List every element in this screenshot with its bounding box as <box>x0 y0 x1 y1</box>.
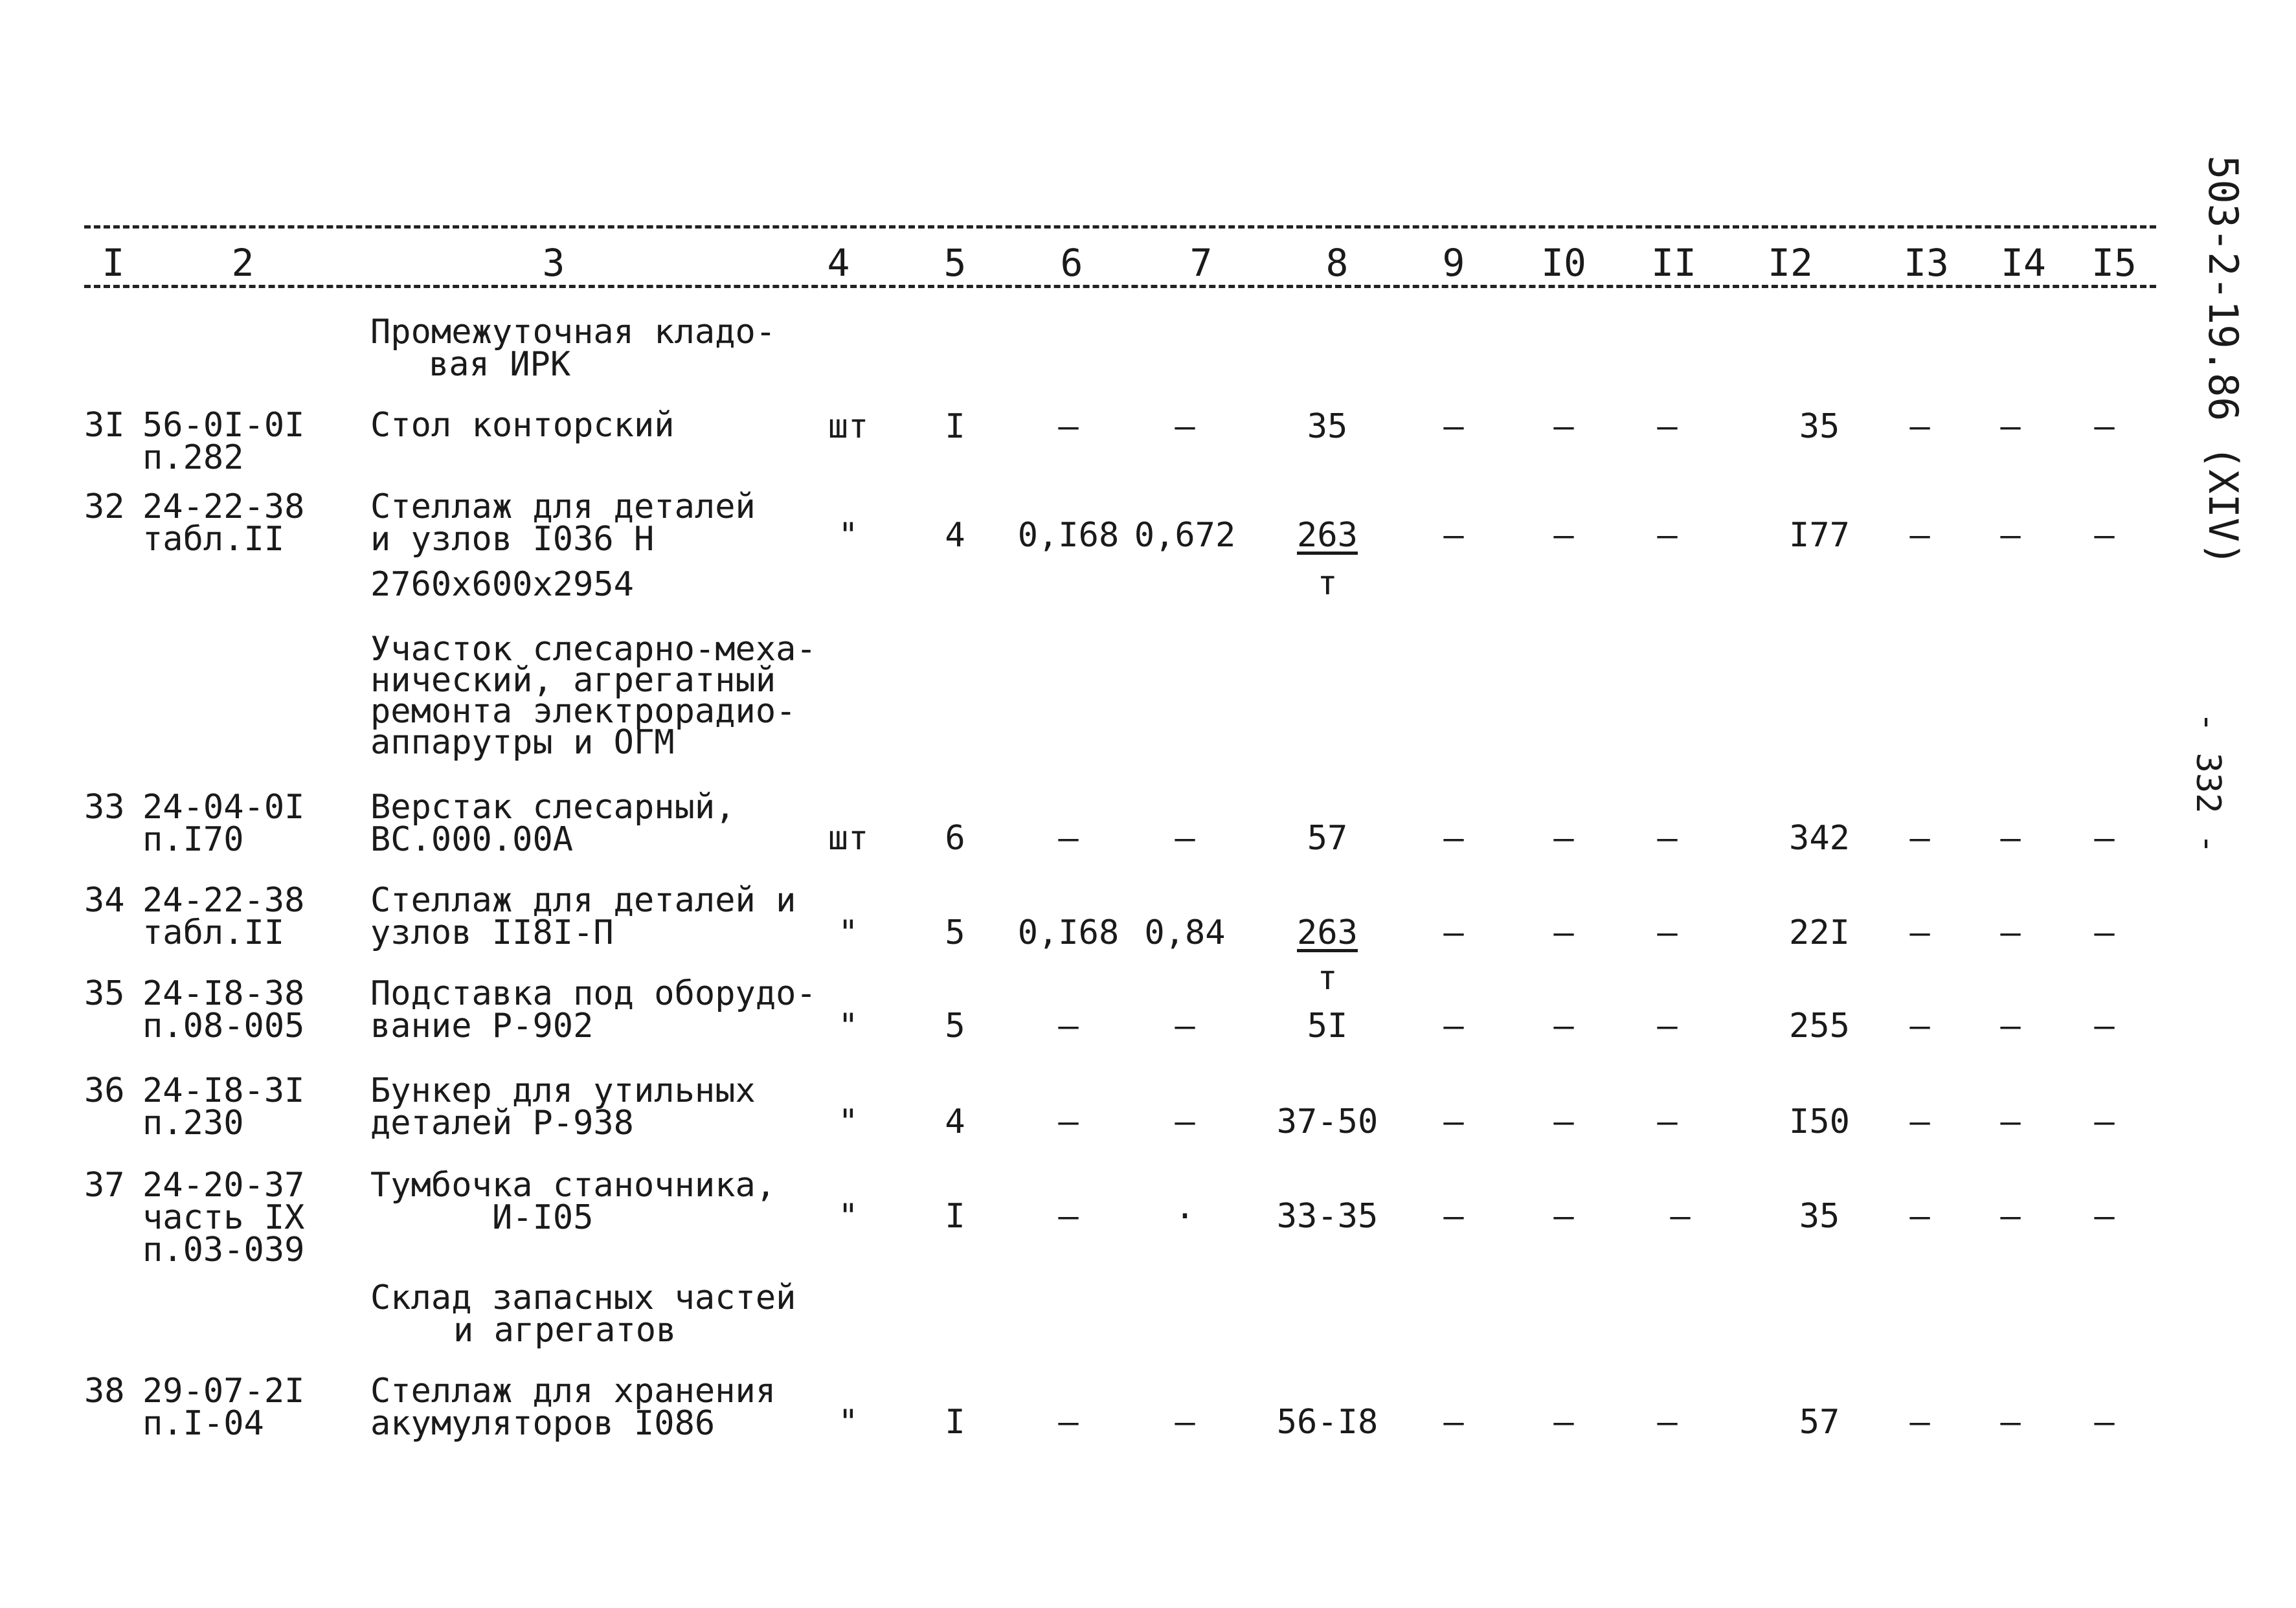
row-name: Подставка под оборудо- <box>370 974 816 1013</box>
col13-cell: – <box>1909 407 1930 446</box>
col14-cell: – <box>2000 819 2021 858</box>
col6-cell: – <box>1058 1007 1079 1045</box>
section-title: Склад запасных частей <box>370 1279 796 1317</box>
section-title: Участок слесарно-меха- <box>370 630 816 669</box>
col-header-12: I2 <box>1768 241 1813 285</box>
col11-cell: – <box>1670 1197 1691 1236</box>
col7-cell: – <box>1175 1403 1195 1442</box>
row-code: п.08-005 <box>142 1007 305 1045</box>
col11-cell: – <box>1657 819 1678 858</box>
row-name: ВС.000.00А <box>370 820 574 859</box>
col8-cell: 263 <box>1297 913 1358 952</box>
col15-cell: – <box>2094 516 2115 555</box>
row-number: 3I <box>84 406 125 445</box>
col10-cell: – <box>1553 913 1574 952</box>
col8-cell: 263 <box>1297 516 1358 555</box>
col14-cell: – <box>2000 1197 2021 1236</box>
row-number: 33 <box>84 788 125 827</box>
col7-cell: – <box>1175 407 1195 446</box>
col10-cell: – <box>1553 407 1574 446</box>
row-code: п.I-04 <box>142 1404 264 1443</box>
row-code: 24-I8-38 <box>142 974 305 1013</box>
row-code: 24-I8-3I <box>142 1071 305 1110</box>
col7-cell: – <box>1175 1007 1195 1045</box>
col15-cell: – <box>2094 1007 2115 1045</box>
col-header-6: 6 <box>1060 241 1083 285</box>
row-code: п.03-039 <box>142 1231 305 1269</box>
col15-cell: – <box>2094 1197 2115 1236</box>
qty-cell: 4 <box>945 516 965 555</box>
col11-cell: – <box>1657 407 1678 446</box>
row-number: 35 <box>84 974 125 1013</box>
col10-cell: – <box>1553 516 1574 555</box>
section-title: ремонта электрорадио- <box>370 692 796 731</box>
unit-cell: шт <box>827 819 869 858</box>
col9-cell: – <box>1443 1197 1464 1236</box>
col6-cell: – <box>1058 1102 1079 1141</box>
qty-cell: I <box>945 1197 965 1236</box>
col-header-2: 2 <box>231 241 254 285</box>
col6-cell: – <box>1058 1403 1079 1442</box>
col-header-3: 3 <box>542 241 565 285</box>
row-name: Стеллаж для деталей и <box>370 881 796 920</box>
section-title: аппарутры и ОГМ <box>370 723 675 762</box>
unit-cell: " <box>838 1007 859 1045</box>
col8-cell: 35 <box>1307 407 1348 446</box>
col15-cell: – <box>2094 819 2115 858</box>
qty-cell: 5 <box>945 913 965 952</box>
col-header-13: I3 <box>1904 241 1949 285</box>
row-name: деталей Р-938 <box>370 1104 634 1143</box>
unit-cell: " <box>838 913 859 952</box>
row-name: акумуляторов I086 <box>370 1404 715 1443</box>
col-header-14: I4 <box>2001 241 2046 285</box>
row-number: 38 <box>84 1372 125 1411</box>
col7-cell: · <box>1175 1197 1195 1236</box>
col13-cell: – <box>1909 1007 1930 1045</box>
col13-cell: – <box>1909 1102 1930 1141</box>
header-rule-top <box>84 225 2156 229</box>
col8-cell: 56-I8 <box>1276 1403 1379 1442</box>
col-header-4: 4 <box>827 241 850 285</box>
col6-cell: – <box>1058 1197 1079 1236</box>
col12-cell: 22I <box>1789 913 1850 952</box>
row-name: Бункер для утильных <box>370 1071 756 1110</box>
col14-cell: – <box>2000 1102 2021 1141</box>
unit-cell: " <box>838 516 859 555</box>
row-code: 24-04-0I <box>142 788 305 827</box>
header-rule-bottom <box>84 285 2156 288</box>
col7-cell: – <box>1175 819 1195 858</box>
col8-cell: 33-35 <box>1276 1197 1379 1236</box>
col14-cell: – <box>2000 1403 2021 1442</box>
col10-cell: – <box>1553 1403 1574 1442</box>
row-code: 56-0I-0I <box>142 406 305 445</box>
row-name: вание Р-902 <box>370 1007 594 1045</box>
row-name: Стеллаж для хранения <box>370 1372 776 1411</box>
col15-cell: – <box>2094 407 2115 446</box>
col10-cell: – <box>1553 819 1574 858</box>
col-header-8: 8 <box>1325 241 1349 285</box>
col14-cell: – <box>2000 407 2021 446</box>
col11-cell: – <box>1657 1403 1678 1442</box>
col10-cell: – <box>1553 1007 1574 1045</box>
col8-cell: 5I <box>1307 1007 1348 1045</box>
col9-cell: – <box>1443 516 1464 555</box>
row-code: табл.II <box>142 520 285 559</box>
col12-cell: 255 <box>1789 1007 1850 1045</box>
col7-cell: – <box>1175 1102 1195 1141</box>
row-name: 2760х600х2954 <box>370 565 634 604</box>
col9-cell: – <box>1443 1102 1464 1141</box>
row-number: 37 <box>84 1166 125 1205</box>
row-name: Верстак слесарный, <box>370 788 736 827</box>
col11-cell: – <box>1657 913 1678 952</box>
qty-cell: 6 <box>945 819 965 858</box>
col8-note: т <box>1317 564 1338 603</box>
row-number: 36 <box>84 1071 125 1110</box>
row-code: 24-22-38 <box>142 487 305 526</box>
col12-cell: 35 <box>1799 1197 1840 1236</box>
col11-cell: – <box>1657 1102 1678 1141</box>
row-code: п.282 <box>142 438 244 477</box>
row-code: 24-22-38 <box>142 881 305 920</box>
col-header-10: I0 <box>1541 241 1586 285</box>
unit-cell: " <box>838 1197 859 1236</box>
col-header-11: II <box>1651 241 1696 285</box>
col7-cell: 0,84 <box>1144 913 1226 952</box>
col6-cell: 0,I68 <box>1017 516 1120 555</box>
col-header-9: 9 <box>1442 241 1465 285</box>
col12-cell: I50 <box>1789 1102 1850 1141</box>
col8-cell: 57 <box>1307 819 1348 858</box>
col12-cell: 35 <box>1799 407 1840 446</box>
col-header-15: I5 <box>2091 241 2137 285</box>
row-name: Стеллаж для деталей <box>370 487 756 526</box>
col12-cell: I77 <box>1789 516 1850 555</box>
row-number: 34 <box>84 881 125 920</box>
unit-cell: " <box>838 1403 859 1442</box>
col8-cell: 37-50 <box>1276 1102 1379 1141</box>
col11-cell: – <box>1657 516 1678 555</box>
unit-cell: " <box>838 1102 859 1141</box>
row-code: п.230 <box>142 1104 244 1143</box>
col14-cell: – <box>2000 1007 2021 1045</box>
col7-cell: 0,672 <box>1134 516 1236 555</box>
col9-cell: – <box>1443 1403 1464 1442</box>
section-title: и агрегатов <box>453 1311 677 1350</box>
col12-cell: 57 <box>1799 1403 1840 1442</box>
row-name: Стол конторский <box>370 406 675 445</box>
col11-cell: – <box>1657 1007 1678 1045</box>
section-title: нический, агрегатный <box>370 661 776 700</box>
col6-cell: 0,I68 <box>1017 913 1120 952</box>
page-number: - 332 - <box>2189 712 2227 854</box>
row-name: и узлов I036 Н <box>370 520 655 559</box>
row-name: узлов II8I-П <box>370 913 614 952</box>
col9-cell: – <box>1443 819 1464 858</box>
col13-cell: – <box>1909 819 1930 858</box>
qty-cell: 5 <box>945 1007 965 1045</box>
col-header-5: 5 <box>943 241 967 285</box>
document-code: 503-2-19.86 (XIV) <box>2200 155 2247 566</box>
col13-cell: – <box>1909 1403 1930 1442</box>
col15-cell: – <box>2094 1102 2115 1141</box>
col13-cell: – <box>1909 913 1930 952</box>
col6-cell: – <box>1058 407 1079 446</box>
section-title: вая ИРК <box>429 345 571 384</box>
col14-cell: – <box>2000 516 2021 555</box>
qty-cell: 4 <box>945 1102 965 1141</box>
row-code: 29-07-2I <box>142 1372 305 1411</box>
row-name: И-I05 <box>492 1198 594 1237</box>
col8-note: т <box>1317 959 1338 998</box>
col12-cell: 342 <box>1789 819 1850 858</box>
row-code: п.I70 <box>142 820 244 859</box>
row-code: 24-20-37 <box>142 1166 305 1205</box>
col-header-1: I <box>102 241 125 285</box>
qty-cell: I <box>945 407 965 446</box>
col15-cell: – <box>2094 1403 2115 1442</box>
col9-cell: – <box>1443 913 1464 952</box>
section-title: Промежуточная кладо- <box>370 313 776 352</box>
unit-cell: шт <box>827 407 869 446</box>
col13-cell: – <box>1909 1197 1930 1236</box>
row-code: табл.II <box>142 913 285 952</box>
row-name: Тумбочка станочника, <box>370 1166 776 1205</box>
col9-cell: – <box>1443 1007 1464 1045</box>
qty-cell: I <box>945 1403 965 1442</box>
col13-cell: – <box>1909 516 1930 555</box>
col14-cell: – <box>2000 913 2021 952</box>
row-code: часть IX <box>142 1198 305 1237</box>
col-header-7: 7 <box>1189 241 1213 285</box>
row-number: 32 <box>84 487 125 526</box>
col15-cell: – <box>2094 913 2115 952</box>
col10-cell: – <box>1553 1197 1574 1236</box>
col10-cell: – <box>1553 1102 1574 1141</box>
col9-cell: – <box>1443 407 1464 446</box>
col6-cell: – <box>1058 819 1079 858</box>
